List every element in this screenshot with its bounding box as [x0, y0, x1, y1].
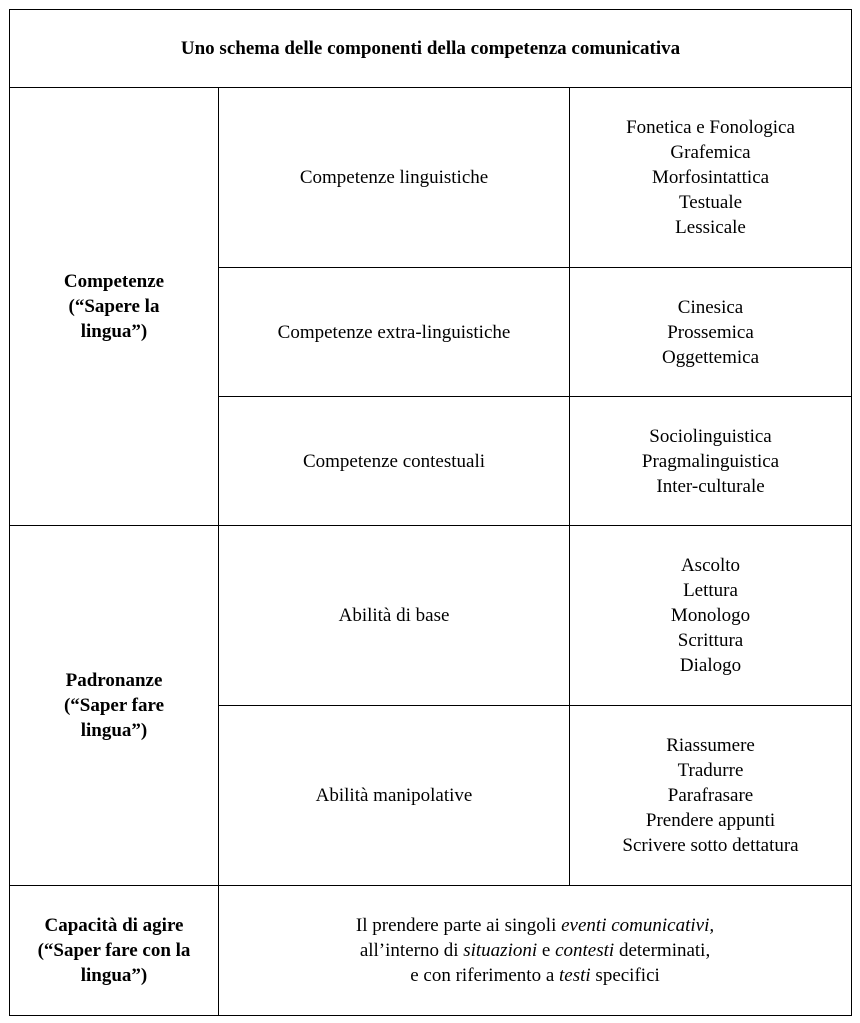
description-text: all’interno di [359, 940, 464, 961]
component-item: Cinesica [677, 296, 744, 318]
table-row [10, 88, 852, 268]
component-item: Monologo [670, 605, 751, 626]
description-text: e [537, 940, 556, 961]
description-text: Il prendere parte ai singoli [355, 915, 562, 936]
description-emphasis: eventi comunicativi, [561, 915, 715, 936]
description-text: determinati, [614, 940, 711, 961]
description-text: specifici [590, 965, 660, 986]
subcategory-competenze-contestuali: Competenze contestuali [219, 397, 570, 526]
component-item: Tradurre [677, 760, 744, 781]
component-item: Oggettemica [661, 346, 760, 368]
description-emphasis: testi [559, 965, 591, 986]
subcategory-competenze-extra-linguistiche: Competenze extra-linguistiche [219, 268, 570, 397]
description-emphasis: contesti [555, 940, 615, 961]
title-row [10, 10, 852, 88]
component-item: Fonetica e Fonologica [626, 117, 795, 138]
component-item: Sociolinguistica [649, 425, 772, 447]
communicative-competence-table [9, 9, 852, 1016]
component-item: Testuale [679, 192, 743, 213]
component-item: Scrivere sotto dettatura [622, 835, 799, 856]
category-padronanze [10, 526, 219, 886]
description-line [225, 963, 845, 988]
component-item: Lessicale [675, 217, 746, 238]
component-item: Dialogo [679, 655, 742, 676]
capacita-description [219, 886, 852, 1016]
category-label-line: lingua”) [80, 965, 148, 986]
table-row [10, 526, 852, 706]
category-label-line: lingua”) [80, 321, 148, 342]
subcategory-abilita-di-base: Abilità di base [219, 526, 570, 706]
component-list [570, 88, 852, 268]
component-list [570, 397, 852, 526]
table-title: Uno schema delle componenti della competenza comunicativa [10, 10, 852, 88]
component-item: Parafrasare [667, 785, 754, 806]
category-competenze [10, 88, 219, 526]
table-row [10, 886, 852, 1016]
category-label-line: (“Sapere la [68, 296, 160, 317]
category-label-line: Competenze [63, 271, 165, 292]
category-capacita-di-agire [10, 886, 219, 1016]
component-item: Grafemica [670, 142, 751, 163]
component-item: Lettura [683, 580, 738, 601]
category-label-line: Padronanze [65, 670, 163, 691]
description-line [225, 938, 845, 963]
component-list [570, 706, 852, 886]
component-item: Morfosintattica [651, 167, 770, 188]
description-emphasis: situazioni [463, 940, 538, 961]
description-text: e con riferimento a [410, 965, 559, 986]
category-label-line: (“Saper fare con la [37, 940, 191, 961]
component-list [570, 268, 852, 397]
category-label-line: lingua”) [80, 720, 148, 741]
component-item: Inter-culturale [656, 475, 765, 497]
component-item: Prendere appunti [645, 810, 776, 831]
component-item: Ascolto [680, 555, 741, 576]
subcategory-abilita-manipolative: Abilità manipolative [219, 706, 570, 886]
component-item: Scrittura [677, 630, 744, 651]
subcategory-competenze-linguistiche: Competenze linguistiche [219, 88, 570, 268]
component-list [570, 526, 852, 706]
component-item: Riassumere [666, 735, 755, 756]
component-item: Pragmalinguistica [641, 450, 780, 472]
category-label-line: (“Saper fare [63, 695, 165, 716]
component-item: Prossemica [667, 321, 754, 343]
category-label-line: Capacità di agire [44, 915, 184, 936]
description-line [225, 913, 845, 938]
